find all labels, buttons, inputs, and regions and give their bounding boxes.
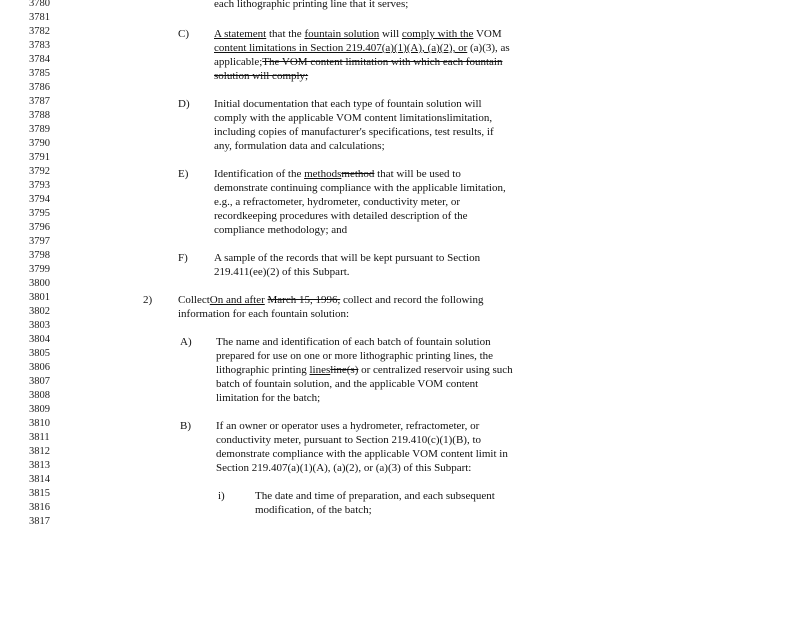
line-number: 3780 — [29, 0, 50, 9]
line-number: 3804 — [29, 334, 50, 345]
line-number: 3810 — [29, 418, 50, 429]
line-number: 3808 — [29, 390, 50, 401]
item-d-line-3: including copies of manufacturer's specifications, test results, if — [214, 126, 494, 138]
item-2b-label: B) — [180, 420, 191, 432]
line-number: 3783 — [29, 40, 50, 51]
item-e-line-2: demonstrate continuing compliance with the applicable limitation, — [214, 182, 506, 194]
item-e-label: E) — [178, 168, 189, 180]
line-number: 3793 — [29, 180, 50, 191]
line-number: 3784 — [29, 54, 50, 65]
item-2b-line-2: conductivity meter, pursuant to Section 219.410(c)(1)(B), to — [216, 434, 482, 446]
line-number: 3811 — [29, 432, 50, 443]
line-number: 3814 — [29, 474, 50, 485]
item-2-line-1: CollectOn and after March 15, 1996, collect and record the following — [178, 294, 484, 306]
item-c-line-3: applicable;The VOM content limitation with which each fountain — [214, 56, 503, 68]
line-number: 3812 — [29, 446, 50, 457]
line-number: 3786 — [29, 82, 50, 93]
line-number: 3807 — [29, 376, 50, 387]
item-f-line-2: 219.411(ee)(2) of this Subpart. — [214, 266, 350, 278]
item-d-line-2: comply with the applicable VOM content limitationslimitation, — [214, 112, 493, 124]
item-c-line-4: solution will comply; — [214, 70, 309, 82]
item-2a-line-5: limitation for the batch; — [216, 392, 321, 404]
line-number: 3787 — [29, 96, 50, 107]
line-number: 3794 — [29, 194, 50, 205]
item-e-line-5: compliance methodology; and — [214, 224, 348, 236]
line-number: 3806 — [29, 362, 50, 373]
line-number: 3781 — [29, 12, 50, 23]
item-d-line-1: Initial documentation that each type of fountain solution will — [214, 98, 482, 110]
item-e-line-4: recordkeeping procedures with detailed description of the — [214, 210, 468, 222]
line-number: 3809 — [29, 404, 50, 415]
item-c-line-1: A statement that the fountain solution will comply with the VOM — [214, 28, 502, 40]
line-number: 3796 — [29, 222, 50, 233]
item-2b-i-line-2: modification, of the batch; — [255, 504, 372, 516]
line-number: 3788 — [29, 110, 50, 121]
line-number: 3816 — [29, 502, 50, 513]
line-number: 3817 — [29, 516, 50, 527]
line-number: 3790 — [29, 138, 50, 149]
item-2b-line-3: demonstrate compliance with the applicable VOM content limit in — [216, 448, 508, 460]
item-2-label: 2) — [143, 294, 153, 306]
item-f-label: F) — [178, 252, 188, 264]
item-2a-line-4: batch of fountain solution, and the applicable VOM content — [216, 378, 479, 390]
line-number: 3785 — [29, 68, 50, 79]
item-c-line-2: content limitations in Section 219.407(a)(1)(A), (a)(2), or (a)(3), as — [214, 42, 510, 54]
item-2b-i-line-1: The date and time of preparation, and each subsequent — [255, 490, 495, 502]
item-2-line-2: information for each fountain solution: — [178, 308, 350, 320]
line-number: 3798 — [29, 250, 50, 261]
line-number: 3799 — [29, 264, 50, 275]
item-d-label: D) — [178, 98, 190, 110]
line-number: 3802 — [29, 306, 50, 317]
line-number: 3815 — [29, 488, 50, 499]
line-number: 3805 — [29, 348, 50, 359]
continuation-line: each lithographic printing line that it serves; — [214, 0, 409, 10]
line-number: 3795 — [29, 208, 50, 219]
line-number: 3782 — [29, 26, 50, 37]
item-2b-line-4: Section 219.407(a)(1)(A), (a)(2), or (a)(3) of this Subpart: — [216, 462, 472, 474]
line-number: 3800 — [29, 278, 50, 289]
item-c-label: C) — [178, 28, 189, 40]
item-2b-line-1: If an owner or operator uses a hydrometer, refractometer, or — [216, 420, 480, 432]
line-number: 3801 — [29, 292, 50, 303]
item-2b-i-label: i) — [218, 490, 225, 502]
item-2a-line-1: The name and identification of each batch of fountain solution — [216, 336, 491, 348]
line-number: 3813 — [29, 460, 50, 471]
line-number: 3789 — [29, 124, 50, 135]
item-2a-line-3: lithographic printing linesline(s) or centralized reservoir using such — [216, 364, 513, 376]
item-f-line-1: A sample of the records that will be kept pursuant to Section — [214, 252, 481, 264]
line-number: 3797 — [29, 236, 50, 247]
line-number: 3791 — [29, 152, 50, 163]
item-d-line-4: any, formulation data and calculations; — [214, 140, 385, 152]
item-e-line-3: e.g., a refractometer, hydrometer, conductivity meter, or — [214, 196, 461, 208]
item-e-line-1: Identification of the methodsmethod that will be used to — [214, 168, 461, 180]
line-number: 3792 — [29, 166, 50, 177]
item-2a-line-2: prepared for use on one or more lithographic printing lines, the — [216, 350, 494, 362]
item-2a-label: A) — [180, 336, 192, 348]
line-number: 3803 — [29, 320, 50, 331]
